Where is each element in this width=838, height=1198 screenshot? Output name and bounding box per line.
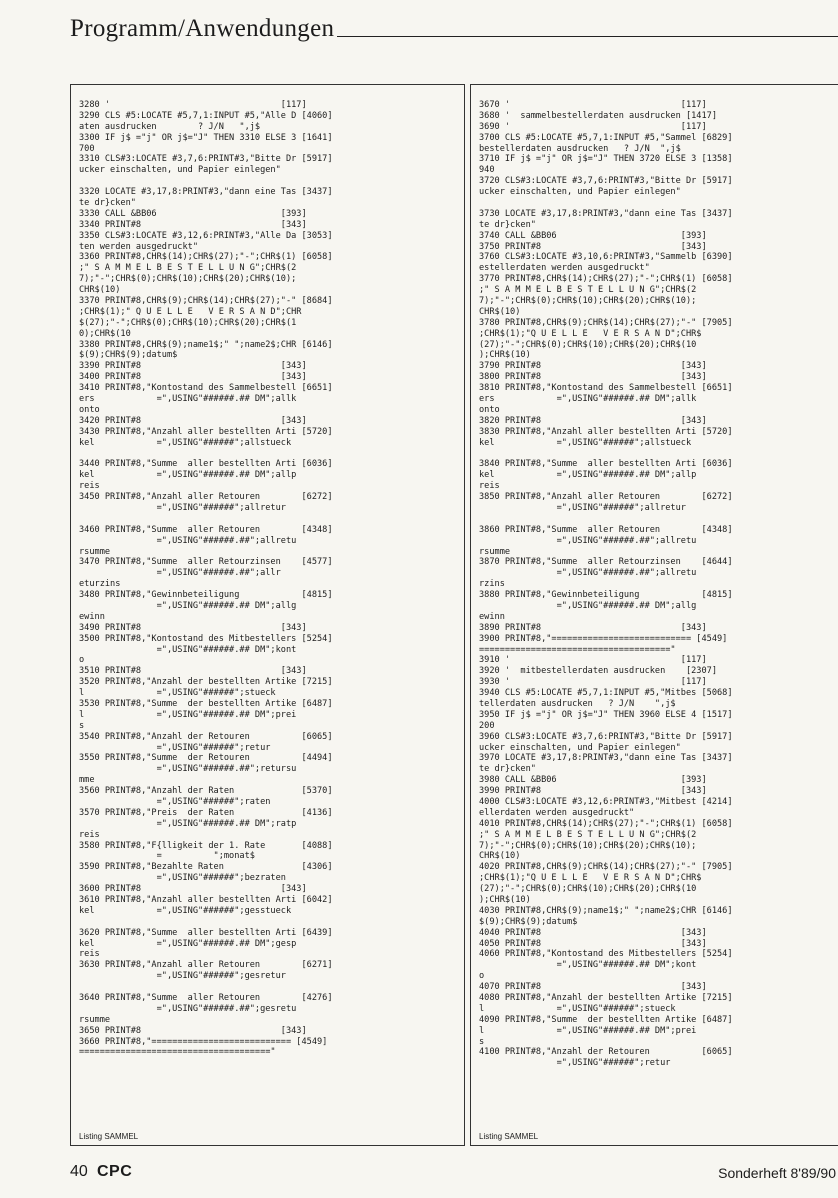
code-line: =====================================" (479, 644, 676, 655)
code-line: 3960 CLS#3:LOCATE #3,7,6:PRINT#3,"Bitte Dr [5917] (479, 731, 733, 742)
code-line: (27);"-";CHR$(0);CHR$(10);CHR$(20);CHR$(10 (479, 339, 697, 350)
code-line: 3430 PRINT#8,"Anzahl aller bestellten Arti [5720] (79, 426, 333, 437)
code-line: =",USING"######.##";allretu (79, 535, 297, 546)
code-line (479, 198, 832, 209)
code-line: 4070 PRINT#8 [343] (479, 982, 707, 993)
code-line: 3940 CLS #5:LOCATE #5,7,1:INPUT #5,"Mitbes [5068] (479, 688, 733, 699)
code-line: =",USING"######";retur (479, 1058, 671, 1069)
code-line: 7);"-";CHR$(0);CHR$(10);CHR$(20);CHR$(10); (479, 296, 697, 307)
code-line (79, 176, 458, 187)
code-line: CHR$(10) (479, 851, 521, 862)
code-line: CHR$(10) (79, 285, 121, 296)
code-line: mme (79, 775, 95, 786)
code-line: estellerdaten werden ausgedruckt" (479, 263, 650, 274)
code-line: =",USING"######";bezraten (79, 873, 286, 884)
code-line: $(9);CHR$(9);datum$ (79, 350, 178, 361)
code-line: 3290 CLS #5:LOCATE #5,7,1:INPUT #5,"Alle D [4060] (79, 110, 333, 121)
code-line: =",USING"######.## DM";kont (79, 644, 297, 655)
code-listing (479, 100, 832, 1069)
code-line: l =",USING"######.## DM";prei (79, 709, 297, 720)
code-line: 3870 PRINT#8,"Summe aller Retourzinsen [4644] (479, 557, 733, 568)
listing-caption: Listing SAMMEL (79, 1132, 139, 1141)
code-line: reis (79, 949, 100, 960)
code-line: rzins (479, 579, 505, 590)
code-line: 3510 PRINT#8 [343] (79, 666, 307, 677)
code-line: ;" S A M M E L B E S T E L L U N G";CHR$(2 (79, 263, 297, 274)
code-line: rsumme (79, 546, 111, 557)
code-line: 3820 PRINT#8 [343] (479, 415, 707, 426)
code-line: 3800 PRINT#8 [343] (479, 372, 707, 383)
code-line: 3450 PRINT#8,"Anzahl aller Retouren [6272] (79, 492, 333, 503)
page-number: 40 (70, 1163, 88, 1180)
code-line: ewinn (79, 611, 105, 622)
code-line: reis (479, 481, 500, 492)
code-line: 3600 PRINT#8 [343] (79, 884, 307, 895)
code-line: 3400 PRINT#8 [343] (79, 372, 307, 383)
code-line: $(9);CHR$(9);datum$ (479, 916, 578, 927)
code-line: 3720 CLS#3:LOCATE #3,7,6:PRINT#3,"Bitte Dr [5917] (479, 176, 733, 187)
code-line: 4010 PRINT#8,CHR$(14);CHR$(27);"-";CHR$(1) [6058] (479, 818, 733, 829)
code-line: =",USING"######.##";retursu (79, 764, 297, 775)
code-line: 3680 ' sammelbestellerdaten ausdrucken [1417] (479, 110, 717, 121)
code-line: $(27);"-";CHR$(0);CHR$(10);CHR$(20);CHR$(1 (79, 317, 297, 328)
code-line: CHR$(10) (479, 306, 521, 317)
code-line: 4000 CLS#3:LOCATE #3,12,6:PRINT#3,"Mitbest [4214] (479, 797, 733, 807)
code-line (79, 449, 458, 460)
code-line: 700 (79, 143, 95, 154)
listing-column-left (70, 84, 465, 1146)
code-line: l =",USING"######.## DM";prei (479, 1025, 697, 1036)
code-line (79, 917, 458, 928)
code-line (79, 514, 458, 525)
code-line: 3530 PRINT#8,"Summe der bestellten Artike [6487] (79, 698, 333, 709)
code-line: ucker einschalten, und Papier einlegen" (479, 742, 681, 753)
code-line: 3500 PRINT#8,"Kontostand des Mitbestellers [5254] (79, 633, 333, 644)
code-line: =",USING"######";allretur (79, 502, 286, 513)
code-line: 3700 CLS #5:LOCATE #5,7,1:INPUT #5,"Sammel [6829] (479, 132, 733, 143)
code-line: 3420 PRINT#8 [343] (79, 415, 307, 426)
code-line: 3330 CALL &BB06 [393] (79, 208, 307, 219)
code-line: =",USING"######.##";gesretu (79, 1003, 297, 1014)
code-line: ;" S A M M E L B E S T E L L U N G";CHR$(2 (479, 285, 697, 296)
code-line: 3970 LOCATE #3,17,8:PRINT#3,"dann eine Tas [3437] (479, 753, 733, 764)
listing-caption: Listing SAMMEL (479, 1132, 539, 1141)
code-line: =",USING"######";allretur (479, 502, 686, 513)
code-line: =",USING"######";raten (79, 797, 271, 807)
code-line (479, 514, 832, 525)
code-line: 3350 CLS#3:LOCATE #3,12,6:PRINT#3,"Alle Da [3053] (79, 230, 333, 241)
code-line: =",USING"######.##";allr (79, 568, 281, 579)
code-line: 3630 PRINT#8,"Anzahl aller Retouren [6271] (79, 960, 333, 971)
code-line: 3810 PRINT#8,"Kontostand des Sammelbestell [6651] (479, 383, 733, 394)
code-line: l =",USING"######";stueck (79, 688, 276, 699)
code-line: o (479, 971, 485, 982)
code-line: 3300 IF j$ ="j" OR j$="J" THEN 3310 ELSE 3 [1641] (79, 132, 333, 143)
code-line: l =",USING"######";stueck (479, 1003, 676, 1014)
code-line: 3950 IF j$ ="j" OR j$="J" THEN 3960 ELSE 4 [1517] (479, 709, 733, 720)
code-line: 3780 PRINT#8,CHR$(9);CHR$(14);CHR$(27);"-" [7905] (479, 317, 733, 328)
code-line: 4080 PRINT#8,"Anzahl der bestellten Artike [7215] (479, 993, 733, 1004)
code-line: 3760 CLS#3:LOCATE #3,10,6:PRINT#3,"Sammelb [6390] (479, 252, 733, 263)
page-title: Programm/Anwendungen (70, 14, 337, 44)
code-line: 3370 PRINT#8,CHR$(9);CHR$(14);CHR$(27);"-" [8684] (79, 296, 333, 307)
code-line: 3360 PRINT#8,CHR$(14);CHR$(27);"-";CHR$(1) [6058] (79, 252, 333, 263)
code-line: =",USING"######.## DM";allg (79, 600, 297, 611)
code-line: 7);"-";CHR$(0);CHR$(10);CHR$(20);CHR$(10); (79, 274, 297, 285)
code-line: 4040 PRINT#8 [343] (479, 927, 707, 938)
code-line: 3790 PRINT#8 [343] (479, 361, 707, 372)
code-line: reis (79, 481, 100, 492)
code-line: o (79, 655, 85, 666)
code-line: kel =",USING"######";gesstueck (79, 905, 292, 916)
code-line: bestellerdaten ausdrucken ? J/N ",j$ (479, 143, 681, 154)
code-line: 3830 PRINT#8,"Anzahl aller bestellten Arti [5720] (479, 426, 733, 437)
code-line: eturzins (79, 579, 121, 590)
code-line: 3470 PRINT#8,"Summe aller Retourzinsen [4577] (79, 557, 333, 568)
code-line: 3610 PRINT#8,"Anzahl aller bestellten Arti [6042] (79, 895, 333, 906)
code-line: 940 (479, 165, 495, 176)
code-line: =",USING"######.## DM";allg (479, 600, 697, 611)
code-line: 3340 PRINT#8 [343] (79, 219, 307, 230)
code-line: 3570 PRINT#8,"Preis der Raten [4136] (79, 807, 333, 818)
code-line: =",USING"######.##";allretu (479, 568, 697, 579)
code-line: 3860 PRINT#8,"Summe aller Retouren [4348] (479, 524, 733, 535)
code-line: =====================================" (79, 1047, 276, 1058)
code-line: 3650 PRINT#8 [343] (79, 1025, 307, 1036)
code-line: ucker einschalten, und Papier einlegen" (79, 165, 281, 176)
code-line: 4060 PRINT#8,"Kontostand des Mitbestellers [5254] (479, 949, 733, 960)
code-line: te dr}cken" (479, 219, 536, 230)
code-line: 3900 PRINT#8,"=========================== [4549] (479, 633, 728, 644)
code-line: ewinn (479, 611, 505, 622)
code-line: ;CHR$(1);"Q U E L L E V E R S A N D";CHR$ (479, 328, 702, 339)
code-line: 3490 PRINT#8 [343] (79, 622, 307, 633)
code-line: 7);"-";CHR$(0);CHR$(10);CHR$(20);CHR$(10); (479, 840, 697, 851)
code-line: ers =",USING"######.## DM";allk (79, 394, 297, 405)
code-line: 3440 PRINT#8,"Summe aller bestellten Arti [6036] (79, 459, 333, 470)
code-line: 3890 PRINT#8 [343] (479, 622, 707, 633)
code-line: te dr}cken" (79, 198, 136, 209)
code-line: ers =",USING"######.## DM";allk (479, 394, 697, 405)
code-line: 4030 PRINT#8,CHR$(9);name1$;" ";name2$;CHR [6146] (479, 905, 733, 916)
code-line: rsumme (79, 1014, 111, 1025)
code-line: 3620 PRINT#8,"Summe aller bestellten Arti [6439] (79, 927, 333, 938)
code-line: =",USING"######";retur (79, 742, 271, 753)
code-line: =",USING"######";gesretur (79, 971, 286, 982)
code-line: =",USING"######.## DM";kont (479, 960, 697, 971)
code-line: 3390 PRINT#8 [343] (79, 361, 307, 372)
code-line: ellerdaten werden ausgedruckt" (479, 807, 635, 818)
code-line: 3660 PRINT#8,"=========================== [4549] (79, 1036, 328, 1047)
code-line: s (79, 720, 85, 731)
code-line: 3560 PRINT#8,"Anzahl der Raten [5370] (79, 786, 333, 797)
code-line: 3880 PRINT#8,"Gewinnbeteiligung [4815] (479, 590, 733, 601)
code-line: kel =",USING"######.## DM";gesp (79, 938, 297, 949)
page-header (70, 14, 838, 44)
code-listing (79, 100, 458, 1058)
code-line: 3380 PRINT#8,CHR$(9);name1$;" ";name2$;CHR [6146] (79, 339, 333, 350)
code-line: aten ausdrucken ? J/N ",j$ (79, 121, 261, 132)
listing-column-right (470, 84, 838, 1146)
code-line: 4050 PRINT#8 [343] (479, 938, 707, 949)
code-line: 3480 PRINT#8,"Gewinnbeteiligung [4815] (79, 590, 333, 601)
code-line: 3850 PRINT#8,"Anzahl aller Retouren [6272] (479, 492, 733, 503)
code-line: onto (79, 404, 100, 415)
code-line: 3540 PRINT#8,"Anzahl der Retouren [6065] (79, 731, 333, 742)
code-line: ucker einschalten, und Papier einlegen" (479, 187, 681, 198)
code-line: te dr}cken" (479, 764, 536, 775)
code-line: 3980 CALL &BB06 [393] (479, 775, 707, 786)
code-line: ten werden ausgedruckt" (79, 241, 198, 252)
code-line: 3710 IF j$ ="j" OR j$="J" THEN 3720 ELSE 3 [1358] (479, 154, 733, 165)
code-line: 0);CHR$(10 (79, 328, 131, 339)
code-line: 3460 PRINT#8,"Summe aller Retouren [4348] (79, 524, 333, 535)
code-line: tellerdaten ausdrucken ? J/N ",j$ (479, 698, 676, 709)
code-line: ;CHR$(1);"Q U E L L E V E R S A N D";CHR$ (479, 873, 702, 884)
code-line: ;" S A M M E L B E S T E L L U N G";CHR$(2 (479, 829, 697, 840)
code-line: 3920 ' mitbestellerdaten ausdrucken [2307] (479, 666, 717, 677)
code-line: 3590 PRINT#8,"Bezahlte Raten [4306] (79, 862, 333, 873)
code-line: reis (79, 829, 100, 840)
code-line: 3740 CALL &BB06 [393] (479, 230, 707, 241)
code-line: 3310 CLS#3:LOCATE #3,7,6:PRINT#3,"Bitte Dr [5917] (79, 154, 333, 165)
code-line: = ";monat$ (79, 851, 255, 862)
code-line: 3640 PRINT#8,"Summe aller Retouren [4276] (79, 993, 333, 1004)
code-line: kel =",USING"######";allstueck (79, 437, 292, 448)
code-line: kel =",USING"######";allstueck (479, 437, 692, 448)
code-line: 200 (479, 720, 495, 731)
code-line: 3410 PRINT#8,"Kontostand des Sammelbestell [6651] (79, 383, 333, 394)
code-line: s (479, 1036, 485, 1047)
code-line: (27);"-";CHR$(0);CHR$(10);CHR$(20);CHR$(10 (479, 884, 697, 895)
code-line: 3840 PRINT#8,"Summe aller bestellten Arti [6036] (479, 459, 733, 470)
code-line: 4100 PRINT#8,"Anzahl der Retouren [6065] (479, 1047, 733, 1058)
code-line: rsumme (479, 546, 511, 557)
code-line: kel =",USING"######.## DM";allp (79, 470, 297, 481)
code-line: 3730 LOCATE #3,17,8:PRINT#3,"dann eine Tas [3437] (479, 208, 733, 219)
code-line: 3320 LOCATE #3,17,8:PRINT#3,"dann eine Tas [3437] (79, 187, 333, 198)
code-line: ;CHR$(1);" Q U E L L E V E R S A N D";CHR (79, 306, 302, 317)
code-line: 3910 ' [117] (479, 655, 707, 666)
code-line: onto (479, 404, 500, 415)
issue-label: Sonderheft 8'89/90 (718, 1165, 836, 1181)
magazine-logo: CPC (97, 1163, 133, 1180)
code-line: 3690 ' [117] (479, 121, 707, 132)
code-line: 4090 PRINT#8,"Summe der bestellten Artike [6487] (479, 1014, 733, 1025)
code-line: 3550 PRINT#8,"Summe der Retouren [4494] (79, 753, 333, 764)
code-line: 3520 PRINT#8,"Anzahl der bestellten Artike [7215] (79, 677, 333, 688)
code-line: 3580 PRINT#8,"F{lligkeit der 1. Rate [4088] (79, 840, 333, 851)
code-line: 3670 ' [117] (479, 100, 707, 110)
code-line: 4020 PRINT#8,CHR$(9);CHR$(14);CHR$(27);"-" [7905] (479, 862, 733, 873)
code-line (79, 982, 458, 993)
code-line: );CHR$(10) (479, 895, 531, 906)
code-line: =",USING"######.##";allretu (479, 535, 697, 546)
code-line: 3930 ' [117] (479, 677, 707, 688)
code-line: 3990 PRINT#8 [343] (479, 786, 707, 797)
code-line: 3750 PRINT#8 [343] (479, 241, 707, 252)
code-line: 3280 ' [117] (79, 100, 307, 110)
code-line: 3770 PRINT#8,CHR$(14);CHR$(27);"-";CHR$(1) [6058] (479, 274, 733, 285)
code-line: );CHR$(10) (479, 350, 531, 361)
code-line: kel =",USING"######.## DM";allp (479, 470, 697, 481)
code-line (479, 449, 832, 460)
code-line: =",USING"######.## DM";ratp (79, 818, 297, 829)
